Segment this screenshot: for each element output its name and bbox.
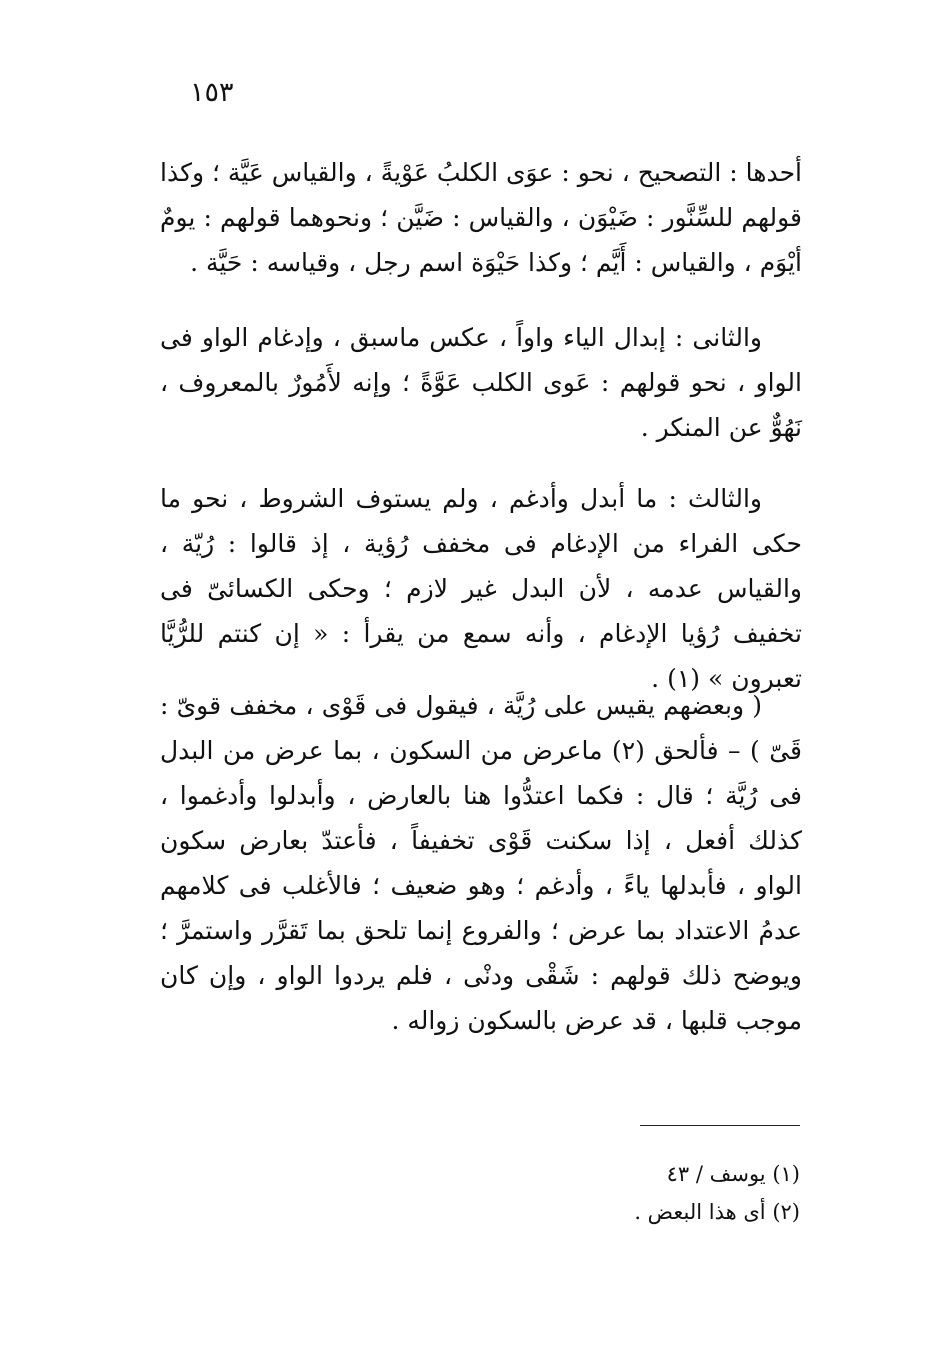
footnote-divider	[640, 1125, 800, 1126]
paragraph-1-text: أحدها : التصحيح ، نحو : عوَى الكلبُ عَوْيةً ، والقياس عَيَّة ؛ وكذا قولهم للسِّنَّور : ضَيْوَن ، والقياس : ضَيَّن ؛ ونحوهما قولهم : يومٌ أيْوَم ، والقياس : أَيَّم ؛ وكذا حَيْوَة اسم رجل ، وقياسه : حَيَّة .	[160, 158, 802, 277]
paragraph-4-text: ( وبعضهم يقيس على رُيَّة ، فيقول فى قَوْى ، مخفف قوىّ : قَىّ ) – فألحق (٢) ماعرض من السكون ، بما عرض من البدل فى رُيَّة ؛ قال : فكما اعتدُّوا هنا بالعارض ، وأبدلوا وأدغموا ، كذلك أفعل ، إذا سكنت قَوْى تخفيفاً ، فأعتدّ بعارض سكون الواو ، فأبدلها ياءً ، وأدغم ؛ وهو ضعيف ؛ فالأغلب فى كلامهم عدمُ الاعتداد بما عرض ؛ والفروع إنما تلحق بما تَقرَّر واستمرَّ ؛ ويوضح ذلك قولهم : شَقْى ودنْى ، فلم يردوا الواو ، وإن كان موجب قلبها ، قد عرض بالسكون زواله .	[160, 691, 802, 1035]
footnote-2: (٢) أى هذا البعض .	[634, 1200, 800, 1224]
paragraph-4	[160, 683, 802, 1043]
paragraph-2-text: والثانى : إبدال الياء واواً ، عكس ماسبق ، وإدغام الواو فى الواو ، نحو قولهم : عَوى الكلب عَوَّةً ؛ وإنه لأَمُورٌ بالمعروف ، نَهُوٌّ عن المنكر .	[160, 323, 802, 442]
page-number: ١٥٣	[190, 77, 234, 108]
paragraph-2	[160, 315, 802, 450]
footnote-1: (١) يوسف / ٤٣	[666, 1162, 800, 1186]
paragraph-1	[160, 150, 802, 285]
paragraph-3-text: والثالث : ما أبدل وأدغم ، ولم يستوف الشروط ، نحو ما حكى الفراء من الإدغام فى مخفف رُؤية ، إذ قالوا : رُيّة ، والقياس عدمه ، لأن البدل غير لازم ؛ وحكى الكسائىّ فى تخفيف رُؤيا الإدغام ، وأنه سمع من يقرأ : « إن كنتم للرُّيَّا تعبرون » (١) .	[160, 484, 802, 693]
paragraph-3	[160, 476, 802, 701]
footnotes	[440, 1155, 800, 1231]
